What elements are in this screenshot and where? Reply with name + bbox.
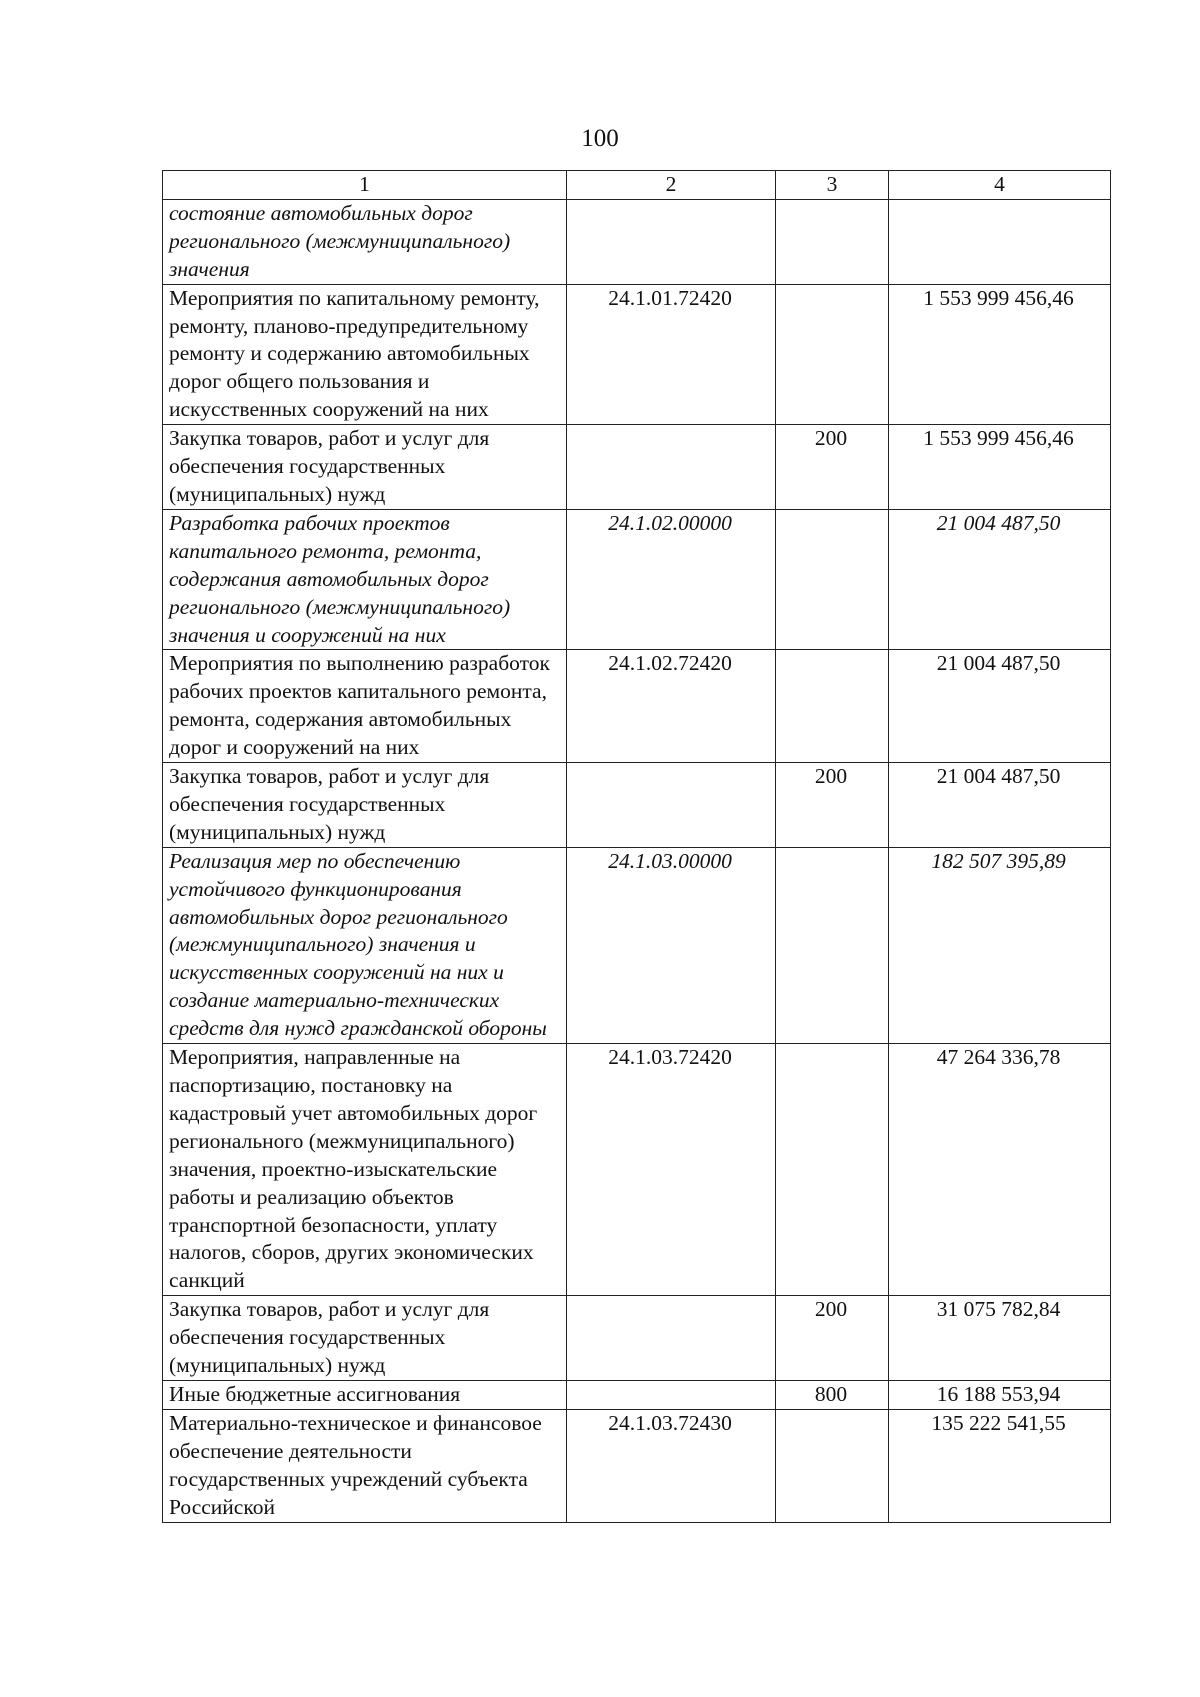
table-row xyxy=(163,1380,1111,1409)
table-row xyxy=(163,1409,1111,1522)
table-row xyxy=(163,847,1111,1043)
row-code xyxy=(567,199,776,284)
row-name: Мероприятия по выполнению разработок рабочих проектов капитального ремонта, ремонта, содержания автомобильных дорог и сооружений на них xyxy=(163,650,567,763)
row-amount: 135 222 541,55 xyxy=(889,1409,1111,1522)
column-header: 1 xyxy=(163,171,567,200)
row-code: 24.1.02.00000 xyxy=(567,509,776,650)
table-row xyxy=(163,509,1111,650)
row-expense-type xyxy=(776,199,889,284)
column-header: 2 xyxy=(567,171,776,200)
column-header: 3 xyxy=(776,171,889,200)
row-amount: 21 004 487,50 xyxy=(889,763,1111,848)
column-header: 4 xyxy=(889,171,1111,200)
row-amount: 47 264 336,78 xyxy=(889,1044,1111,1296)
row-code xyxy=(567,1296,776,1381)
row-name: Закупка товаров, работ и услуг для обеспечения государственных (муниципальных) нужд xyxy=(163,763,567,848)
table-row xyxy=(163,284,1111,425)
page-number: 100 xyxy=(581,125,619,152)
table-row xyxy=(163,1044,1111,1296)
row-name: Закупка товаров, работ и услуг для обеспечения государственных (муниципальных) нужд xyxy=(163,1296,567,1381)
row-amount xyxy=(889,199,1111,284)
row-name: состояние автомобильных дорог регионального (межмуниципального) значения xyxy=(163,199,567,284)
row-code xyxy=(567,425,776,510)
budget-table xyxy=(162,170,1111,1523)
row-expense-type xyxy=(776,847,889,1043)
row-expense-type xyxy=(776,284,889,425)
row-expense-type: 200 xyxy=(776,425,889,510)
row-expense-type: 200 xyxy=(776,763,889,848)
row-name: Мероприятия по капитальному ремонту, ремонту, планово-предупредительному ремонту и содержанию автомобильных дорог общего пользования и искусственных сооружений на них xyxy=(163,284,567,425)
row-code xyxy=(567,763,776,848)
row-code: 24.1.02.72420 xyxy=(567,650,776,763)
row-code: 24.1.03.00000 xyxy=(567,847,776,1043)
row-expense-type xyxy=(776,650,889,763)
row-amount: 182 507 395,89 xyxy=(889,847,1111,1043)
row-name: Иные бюджетные ассигнования xyxy=(163,1380,567,1409)
row-code: 24.1.03.72430 xyxy=(567,1409,776,1522)
table-row xyxy=(163,763,1111,848)
row-amount: 21 004 487,50 xyxy=(889,509,1111,650)
row-expense-type xyxy=(776,1044,889,1296)
row-expense-type: 800 xyxy=(776,1380,889,1409)
row-name: Реализация мер по обеспечению устойчивого функционирования автомобильных дорог регионального (межмуниципального) значения и искусственных сооружений на них и создание материально-технических средств для нужд гражданской обороны xyxy=(163,847,567,1043)
row-expense-type xyxy=(776,509,889,650)
table-row xyxy=(163,650,1111,763)
row-amount: 16 188 553,94 xyxy=(889,1380,1111,1409)
row-code: 24.1.03.72420 xyxy=(567,1044,776,1296)
table-row xyxy=(163,199,1111,284)
row-expense-type xyxy=(776,1409,889,1522)
row-amount: 21 004 487,50 xyxy=(889,650,1111,763)
row-code xyxy=(567,1380,776,1409)
row-name: Закупка товаров, работ и услуг для обеспечения государственных (муниципальных) нужд xyxy=(163,425,567,510)
row-expense-type: 200 xyxy=(776,1296,889,1381)
row-amount: 31 075 782,84 xyxy=(889,1296,1111,1381)
row-name: Материально-техническое и финансовое обеспечение деятельности государственных учреждений субъекта Российской xyxy=(163,1409,567,1522)
row-amount: 1 553 999 456,46 xyxy=(889,284,1111,425)
table-header-row xyxy=(163,171,1111,200)
row-name: Разработка рабочих проектов капитального ремонта, ремонта, содержания автомобильных дорог регионального (межмуниципального) значения и сооружений на них xyxy=(163,509,567,650)
row-name: Мероприятия, направленные на паспортизацию, постановку на кадастровый учет автомобильных дорог регионального (межмуниципального) значения, проектно-изыскательские работы и реализацию объектов транспортной безопасности, уплату налогов, сборов, других экономических санкций xyxy=(163,1044,567,1296)
row-code: 24.1.01.72420 xyxy=(567,284,776,425)
table-row xyxy=(163,1296,1111,1381)
table-row xyxy=(163,425,1111,510)
row-amount: 1 553 999 456,46 xyxy=(889,425,1111,510)
